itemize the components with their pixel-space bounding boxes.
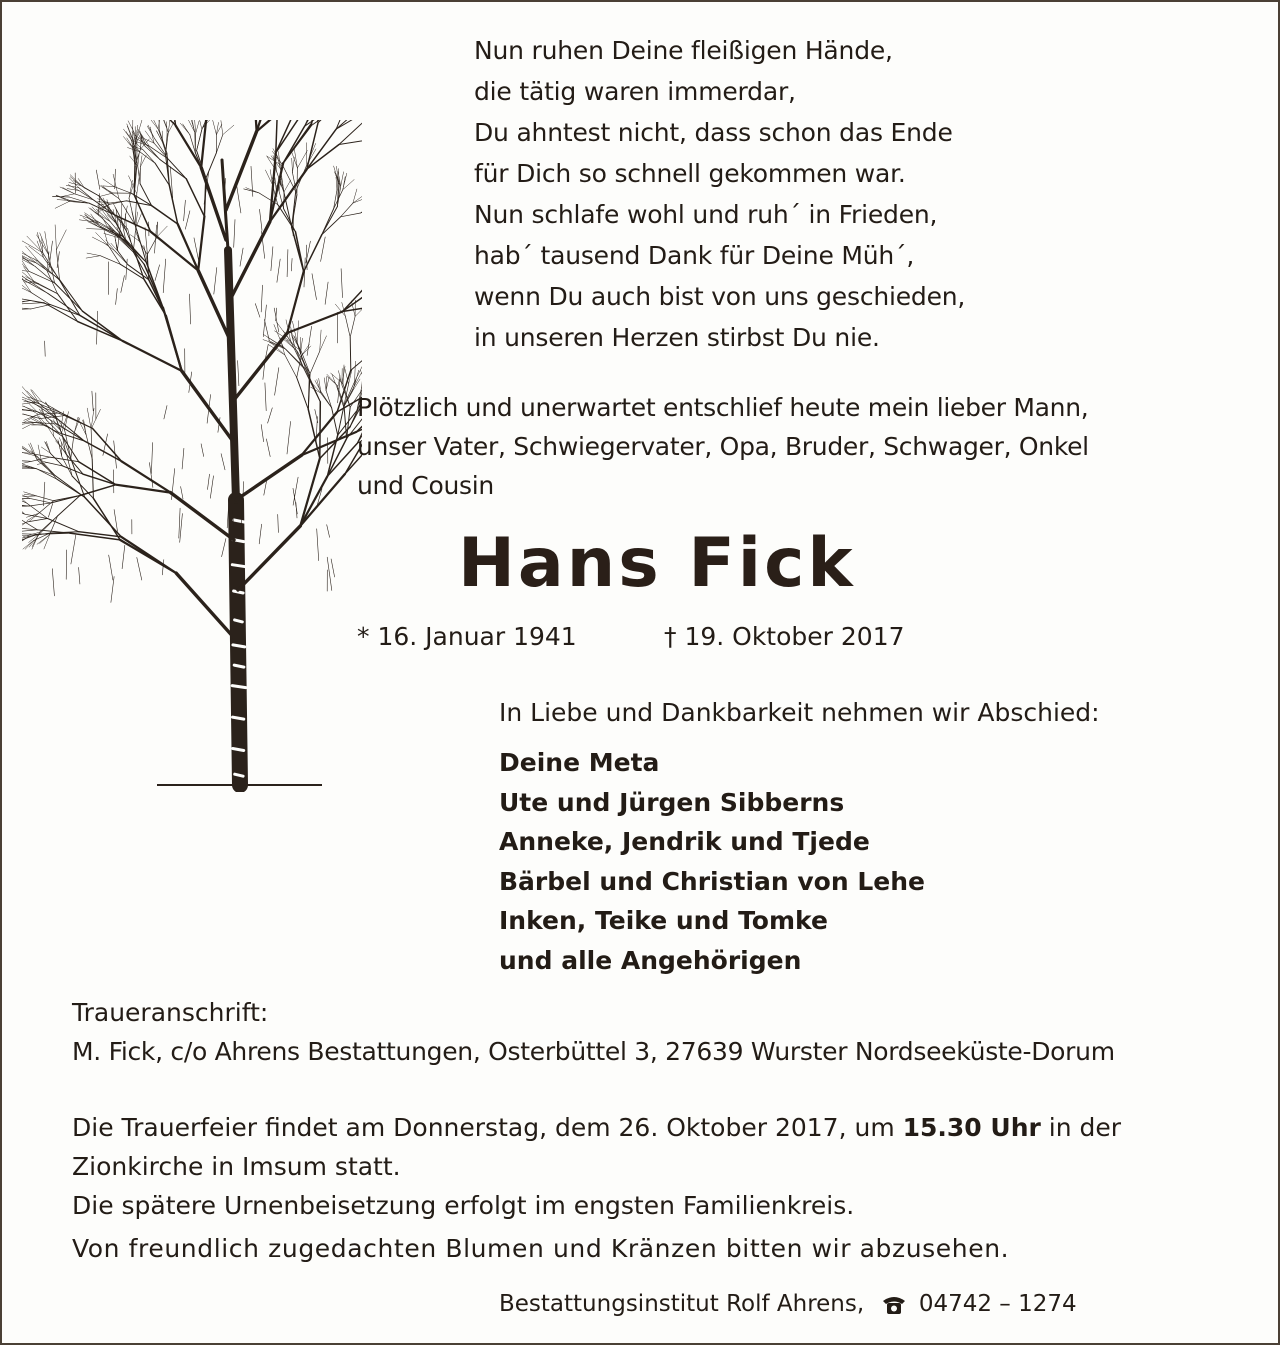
poem-line: Nun ruhen Deine fleißigen Hände, <box>474 36 893 65</box>
poem-line: in unseren Herzen stirbst Du nie. <box>474 323 880 352</box>
poem-line: für Dich so schnell gekommen war. <box>474 159 906 188</box>
deceased-name: Hans Fick <box>458 524 856 603</box>
farewell-line: In Liebe und Dankbarkeit nehmen wir Abschied: <box>499 698 1100 727</box>
funeral-service-info <box>72 1108 1202 1225</box>
announcement-line: unser Vater, Schwiegervater, Opa, Bruder, Schwager, Onkel <box>357 432 1089 461</box>
urn-burial-note: Die spätere Urnenbeisetzung erfolgt im engsten Familienkreis. <box>72 1191 855 1220</box>
poem-line: wenn Du auch bist von uns geschieden, <box>474 282 966 311</box>
announcement-line: Plötzlich und unerwartet entschlief heute mein lieber Mann, <box>357 393 1089 422</box>
mourner: Inken, Teike und Tomke <box>499 906 828 936</box>
poem-line: Nun schlafe wohl und ruh´ in Frieden, <box>474 200 938 229</box>
funeral-home-name: Bestattungsinstitut Rolf Ahrens, <box>499 1291 865 1317</box>
mourner: und alle Angehörigen <box>499 945 802 975</box>
death-announcement <box>357 388 1089 505</box>
flowers-request: Von freundlich zugedachten Blumen und Kränzen bitten wir abzusehen. <box>72 1234 1010 1263</box>
address-label: Traueranschrift: <box>72 998 269 1027</box>
poem-line: Du ahntest nicht, dass schon das Ende <box>474 118 953 147</box>
poem <box>474 30 965 358</box>
birth-date: * 16. Januar 1941 <box>357 622 577 651</box>
birch-tree-illustration <box>22 120 362 792</box>
mourner: Ute und Jürgen Sibberns <box>499 787 845 817</box>
mourner: Bärbel und Christian von Lehe <box>499 866 926 896</box>
mourners-list <box>499 743 925 981</box>
phone-number: 04742 – 1274 <box>918 1291 1077 1317</box>
announcement-line: und Cousin <box>357 471 494 500</box>
death-date: † 19. Oktober 2017 <box>664 622 905 651</box>
mourning-address: M. Fick, c/o Ahrens Bestattungen, Osterbüttel 3, 27639 Wurster Nordseeküste-Dorum <box>72 1037 1115 1066</box>
funeral-home-footer <box>499 1291 1077 1317</box>
telephone-icon <box>880 1294 908 1316</box>
mourner: Anneke, Jendrik und Tjede <box>499 827 870 857</box>
mourner: Deine Meta <box>499 748 660 777</box>
poem-line: die tätig waren immerdar, <box>474 77 796 106</box>
poem-line: hab´ tausend Dank für Deine Müh´, <box>474 241 915 270</box>
service-time: 15.30 Uhr <box>902 1113 1041 1142</box>
service-text: Die Trauerfeier findet am Donnerstag, dem 26. Oktober 2017, um <box>72 1113 903 1142</box>
service-text-end: in der Zionkirche in Imsum statt. <box>72 1113 1122 1181</box>
